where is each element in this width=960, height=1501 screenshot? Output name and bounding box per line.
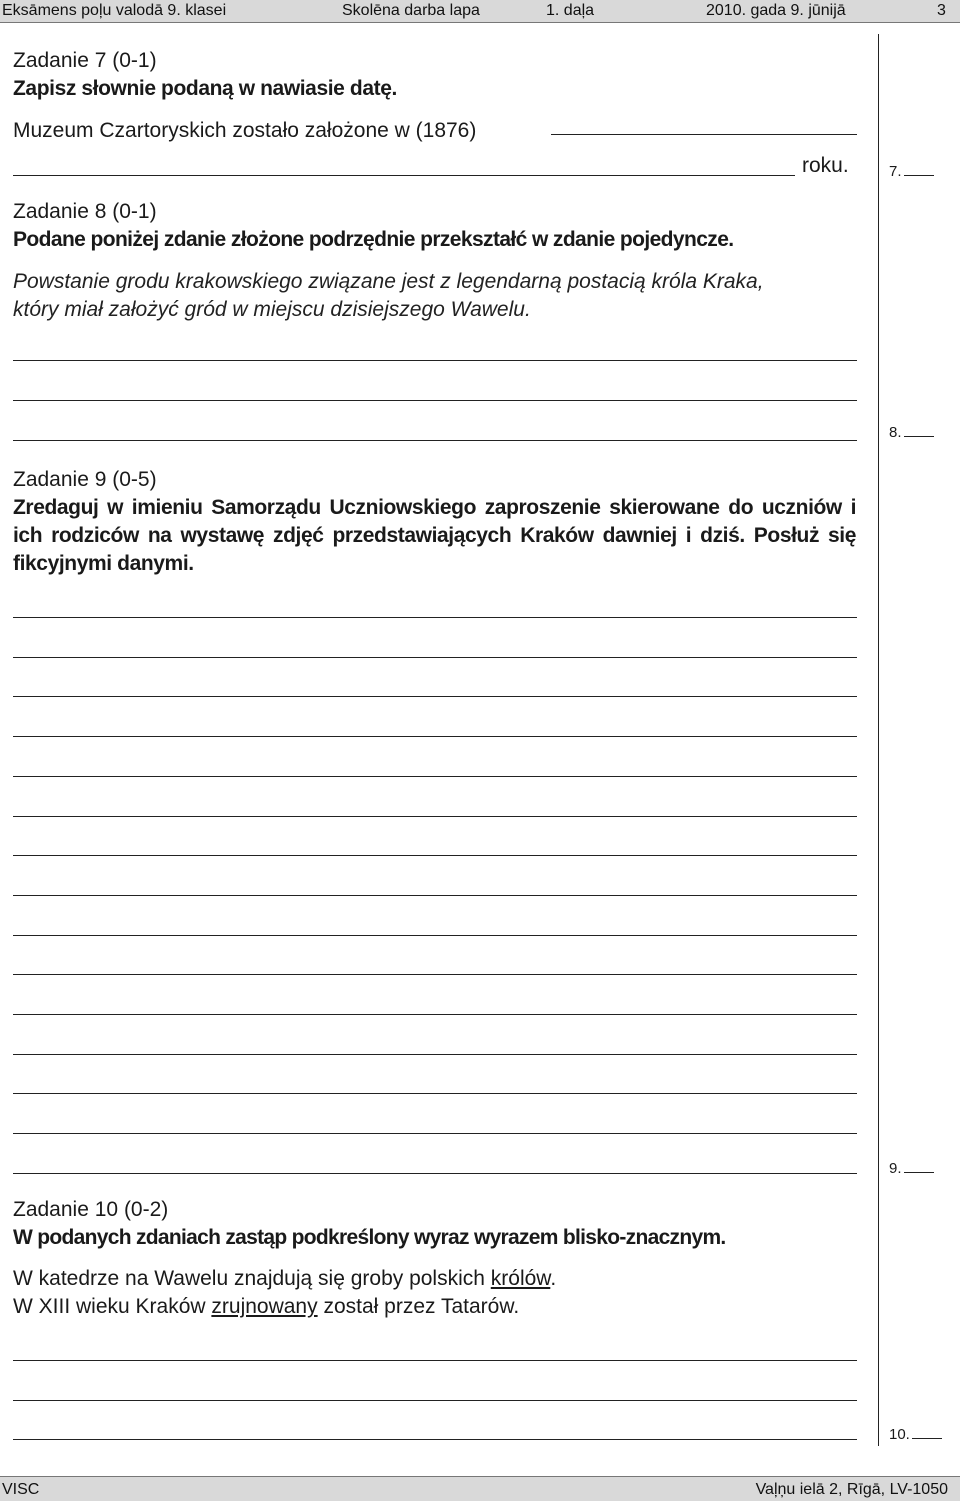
task7-answer-line-1[interactable] [551,134,857,135]
task9-answer-line-3[interactable] [13,696,857,697]
task9-answer-line-2[interactable] [13,657,857,658]
score-blank-8[interactable] [904,435,934,437]
score-blank-7[interactable] [904,174,934,176]
task8-answer-line-3[interactable] [13,440,857,441]
task9-answer-line-6[interactable] [13,816,857,817]
header-divider [0,22,960,23]
task10-answer-line-3[interactable] [13,1439,857,1440]
header-sheet: Skolēna darba lapa [342,2,480,19]
score-blank-9[interactable] [904,1171,934,1173]
page-number: 3 [937,2,946,19]
task7-sentence: Muzeum Czartoryskich zostało założone w (1876) [13,119,477,142]
score-blank-10[interactable] [912,1437,942,1439]
task9-answer-line-10[interactable] [13,974,857,975]
task10-answer-line-2[interactable] [13,1400,857,1401]
task9-answer-line-12[interactable] [13,1054,857,1055]
footer-address: Vaļņu ielā 2, Rīgā, LV-1050 [755,1481,948,1498]
footer-left: VISC [2,1481,40,1498]
score-box-9: 9. [889,1160,934,1177]
task7-ending: roku. [802,154,849,177]
task9-answer-line-4[interactable] [13,736,857,737]
task10-instruction: W podanych zdaniach zastąp podkreślony wyraz wyrazem blisko-znacznym. [13,1226,726,1249]
page-header [0,0,960,22]
header-exam: Eksāmens poļu valodā 9. klasei [2,2,227,19]
task9-heading: Zadanie 9 (0-5) [13,468,157,491]
score-column-divider [878,34,879,1446]
task10-sentence-1: W katedrze na Wawelu znajdują się groby polskich królów. [13,1267,557,1290]
task10-underlined-word-2: zrujnowany [211,1295,318,1318]
task9-instruction: Zredaguj w imieniu Samorządu Uczniowskiego zaproszenie skierowane do uczniów i ich rodziców na wystawę zdjęć przedstawiających Kraków dawniej i dziś. Posłuż się fikcyjnymi danymi. [13,496,856,575]
task9-answer-line-5[interactable] [13,776,857,777]
task8-answer-line-1[interactable] [13,360,857,361]
task7-heading: Zadanie 7 (0-1) [13,49,157,72]
task10-underlined-word-1: królów [490,1267,551,1290]
task9-answer-line-7[interactable] [13,855,857,856]
page-footer [0,1477,960,1501]
header-date: 2010. gada 9. jūnijā [706,2,846,19]
task7-answer-line-2[interactable] [13,175,795,176]
task8-instruction: Podane poniżej zdanie złożone podrzędnie przekształć w zdanie pojedyncze. [13,228,734,251]
score-box-10: 10. [889,1426,942,1443]
task9-answer-line-8[interactable] [13,895,857,896]
task8-heading: Zadanie 8 (0-1) [13,200,157,223]
task10-sentence-2: W XIII wieku Kraków zrujnowany został przez Tatarów. [13,1295,520,1318]
task8-quote-line-2: który miał założyć gród w miejscu dzisiejszego Wawelu. [13,298,531,321]
task8-quote-line-1: Powstanie grodu krakowskiego związane jest z legendarną postacią króla Kraka, [13,270,764,293]
task9-answer-line-11[interactable] [13,1014,857,1015]
task10-heading: Zadanie 10 (0-2) [13,1198,169,1221]
score-box-7: 7. [889,163,934,180]
header-part: 1. daļa [546,2,595,19]
task9-answer-line-9[interactable] [13,935,857,936]
task9-answer-line-14[interactable] [13,1133,857,1134]
task7-instruction: Zapisz słownie podaną w nawiasie datę. [13,77,397,100]
task9-answer-line-15[interactable] [13,1173,857,1174]
task8-answer-line-2[interactable] [13,400,857,401]
task9-answer-line-13[interactable] [13,1093,857,1094]
task9-answer-line-1[interactable] [13,617,857,618]
score-box-8: 8. [889,424,934,441]
task10-answer-line-1[interactable] [13,1360,857,1361]
